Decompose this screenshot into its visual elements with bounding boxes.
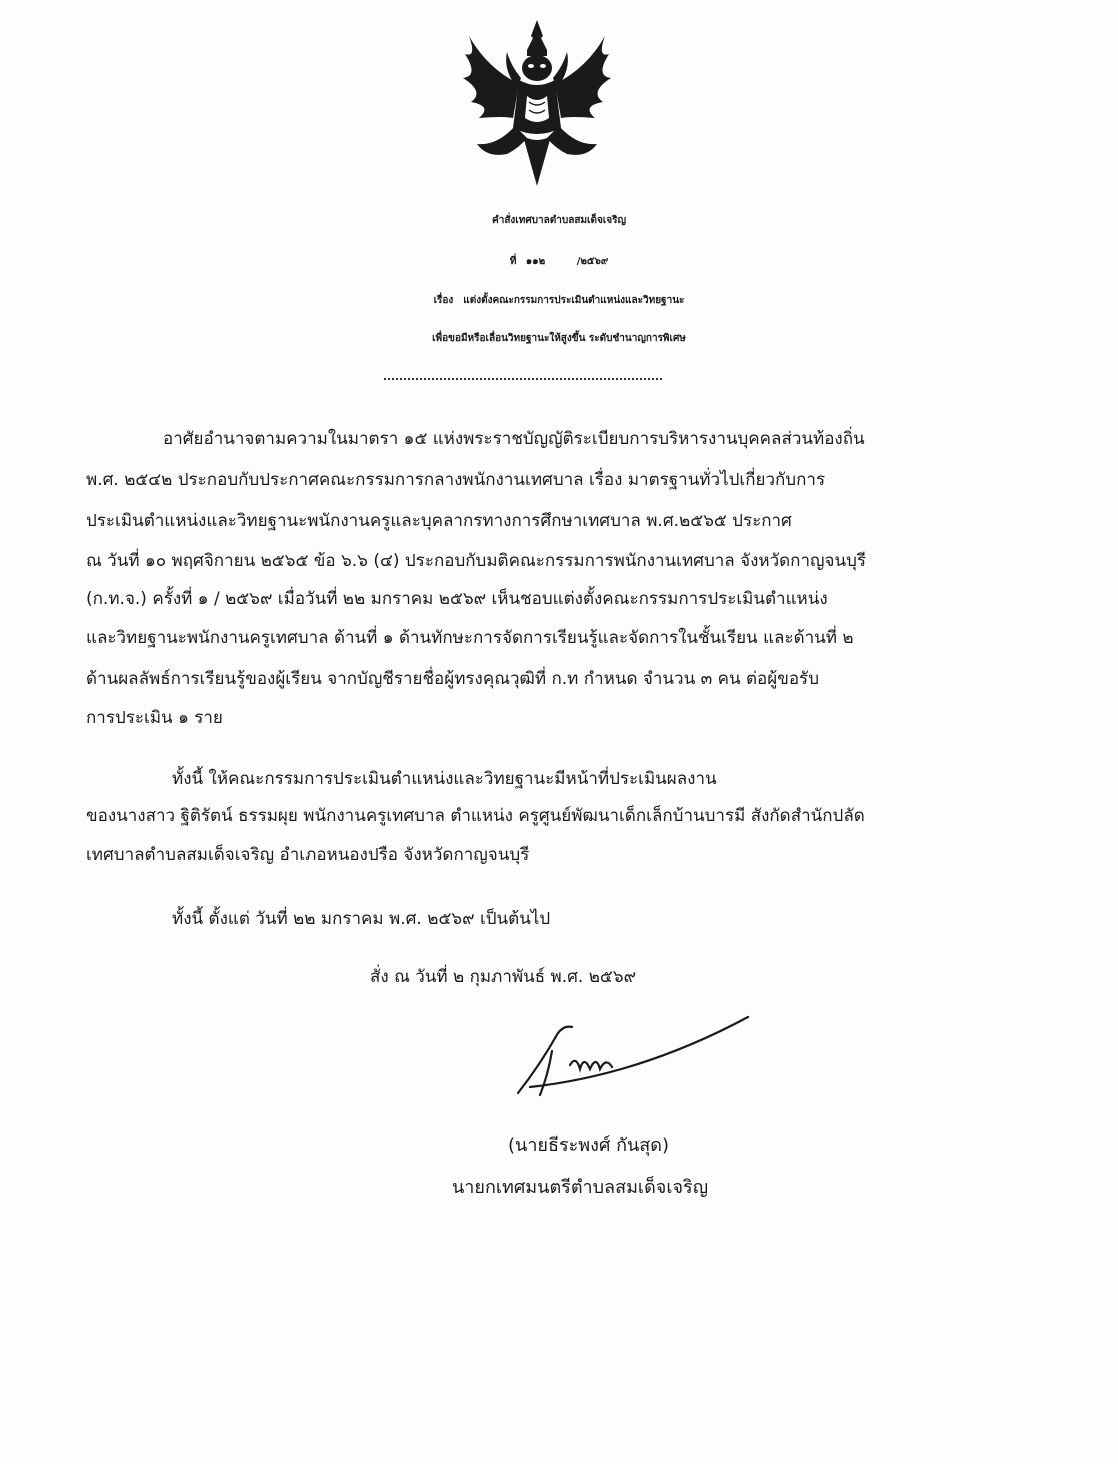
para1-line-5: (ก.ท.จ.) ครั้งที่ ๑ / ๒๕๖๙ เมื่อวันที่ ๒๒ มกราคม ๒๕๖๙ เห็นชอบแต่งตั้งคณะกรรมการประเมินตำแหน่ง (86, 589, 828, 609)
order-number (0, 254, 1118, 269)
order-title: คำสั่งเทศบาลตำบลสมเด็จเจริญ (492, 215, 626, 226)
order-date: สั่ง ณ วันที่ ๒ กุมภาพันธ์ พ.ศ. ๒๕๖๙ (370, 967, 637, 987)
number-value: ๑๑๒ (525, 256, 546, 267)
para1-line-8: การประเมิน ๑ ราย (86, 708, 223, 728)
subject-line-2: เพื่อขอมีหรือเลื่อนวิทยฐานะให้สูงขึ้น ระดับชำนาญการพิเศษ (432, 333, 686, 344)
subject-text-1: แต่งตั้งคณะกรรมการประเมินตำแหน่งและวิทยฐานะ (463, 295, 685, 306)
para2-line-1: ทั้งนี้ ให้คณะกรรมการประเมินตำแหน่งและวิทยฐานะมีหน้าที่ประเมินผลงาน (172, 769, 717, 789)
para1-line-6: และวิทยฐานะพนักงานครูเทศบาล ด้านที่ ๑ ด้านทักษะการจัดการเรียนรู้และจัดการในชั้นเรียน และด้านที่ ๒ (86, 628, 854, 648)
signatory-name: (นายธีระพงศ์ กันสุด) (508, 1135, 670, 1156)
signatory-position: นายกเทศมนตรีตำบลสมเด็จเจริญ (452, 1177, 709, 1198)
para2-line-3: เทศบาลตำบลสมเด็จเจริญ อำเภอหนองปรือ จังหวัดกาญจนบุรี (86, 845, 530, 865)
effective-date: ทั้งนี้ ตั้งแต่ วันที่ ๒๒ มกราคม พ.ศ. ๒๕๖๙ เป็นต้นไป (172, 909, 551, 929)
para1-line-2: พ.ศ. ๒๕๔๒ ประกอบกับประกาศคณะกรรมการกลางพนักงานเทศบาล เรื่อง มาตรฐานทั่วไปเกี่ยวกับการ (86, 470, 826, 490)
para1-line-7: ด้านผลลัพธ์การเรียนรู้ของผู้เรียน จากบัญชีรายชื่อผู้ทรงคุณวุฒิที่ ก.ท กำหนด จำนวน ๓ คน ต่อผู้ขอรับ (86, 669, 819, 689)
subject-label: เรื่อง (433, 295, 454, 306)
para2-line-2: ของนางสาว ฐิติรัตน์ ธรรมผุย พนักงานครูเทศบาล ตำแหน่ง ครูศูนย์พัฒนาเด็กเล็กบ้านบารมี สังกัดสำนักปลัด (86, 806, 865, 826)
number-prefix: ที่ (509, 256, 517, 267)
separator-dots (384, 378, 662, 380)
number-year: /๒๕๖๙ (576, 256, 609, 267)
para1-line-3: ประเมินตำแหน่งและวิทยฐานะพนักงานครูและบุคลากรทางการศึกษาเทศบาล พ.ศ.๒๕๖๕ ประกาศ (86, 511, 792, 531)
signature-image (500, 1005, 800, 1105)
subject-line-1 (0, 293, 1118, 308)
garuda-emblem-icon (457, 18, 617, 188)
para1-line-4: ณ วันที่ ๑๐ พฤศจิกายน ๒๕๖๕ ข้อ ๖.๖ (๔) ประกอบกับมติคณะกรรมการพนักงานเทศบาล จังหวัดกาญจนบุรี (86, 551, 867, 571)
para1-line-1: อาศัยอำนาจตามความในมาตรา ๑๕ แห่งพระราชบัญญัติระเบียบการบริหารงานบุคคลส่วนท้องถิ่น (163, 429, 865, 449)
